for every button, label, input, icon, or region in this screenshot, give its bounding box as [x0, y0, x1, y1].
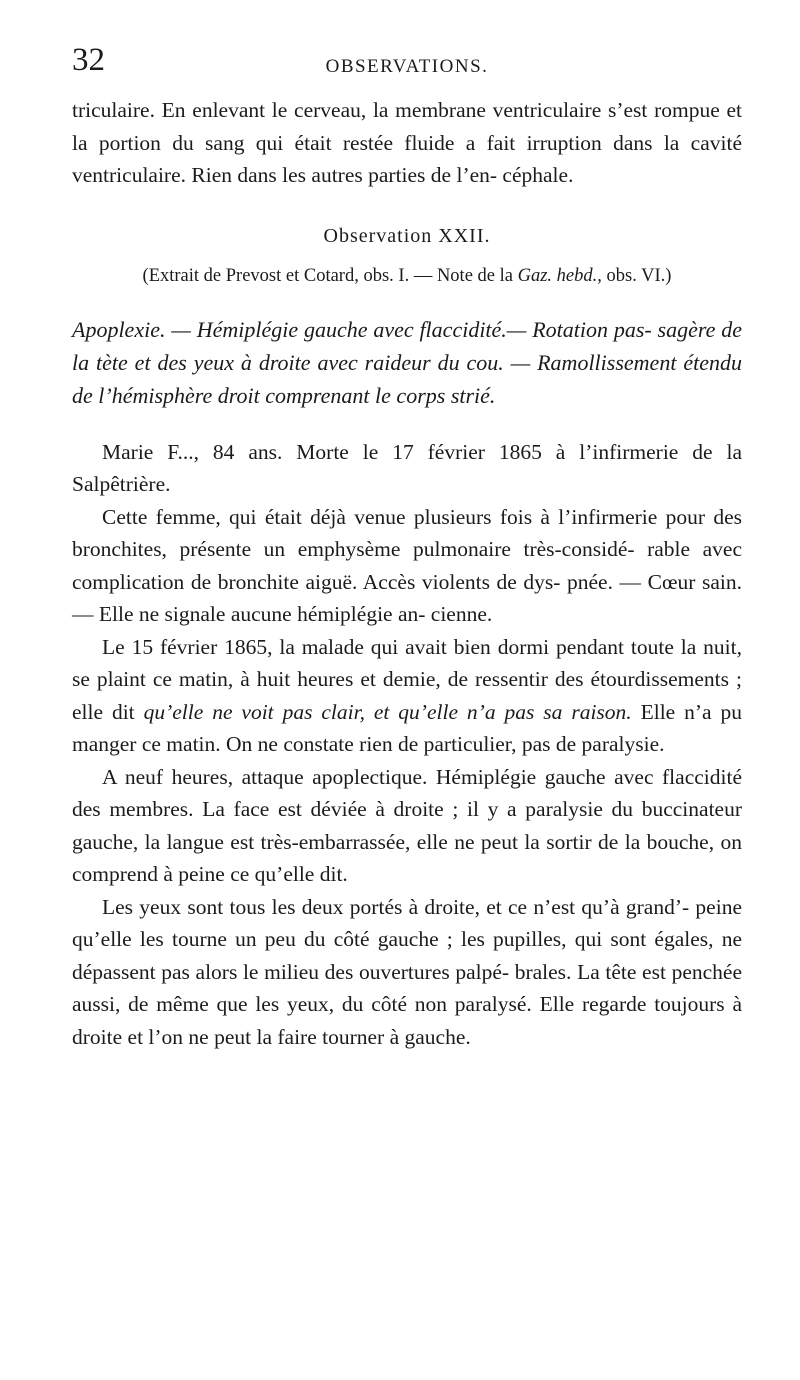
- source-journal: Gaz. hebd.: [517, 266, 598, 286]
- observation-title: Observation XXII.: [323, 224, 491, 247]
- page-number: 32: [72, 42, 105, 78]
- paragraph-onset: [72, 631, 742, 761]
- source-text-after: , obs. VI.): [597, 266, 672, 286]
- patient-quote: qu’elle ne voit pas clair, et qu’elle n’a pas sa raison.: [143, 699, 632, 724]
- page-header: [72, 42, 742, 82]
- running-title: OBSERVATIONS.: [325, 56, 489, 77]
- onset-text: Le 15 février 1865, la malade qui avait bien dormi pendant toute la nuit, se plaint ce matin, à huit heures et demie, de ressentir des étourdissements ; elle dit: [72, 634, 742, 724]
- paragraph-history: Cette femme, qui était déjà venue plusieurs fois à l’infirmerie pour des bronchites, présente un emphysème pulmonaire très-considé- rable avec complication de bronchite aiguë. Accès violents de dys- pnée. — Cœur sain. — Elle ne signale aucune hémiplégie an- cienne.: [72, 504, 742, 626]
- page-body: [72, 94, 742, 1053]
- continued-paragraph: triculaire. En enlevant le cerveau, la membrane ventriculaire s’est rompue et la portion du sang qui était restée fluide a fait irruption dans la cavité ventriculaire. Rien dans les autres parties de l’en- céphale.: [72, 98, 742, 187]
- observation-summary: Apoplexie. — Hémiplégie gauche avec flaccidité.— Rotation pas- sagère de la tète et des yeux à droite avec raideur du cou. — Ramollissement étendu de l’hémisphère droit comprenant le corps strié.: [72, 316, 742, 408]
- onset-text-continued: Elle n’a pu manger ce matin. On ne constate rien de particulier, pas de paralysie.: [72, 699, 743, 756]
- observation-source: [72, 260, 742, 293]
- paragraph-attack: A neuf heures, attaque apoplectique. Hémiplégie gauche avec flaccidité des membres. La face est déviée à droite ; il y a paralysie du buccinateur gauche, la langue est très-embarrassée, elle ne peut la sortir de la bouche, on comprend à peine ce qu’elle dit.: [72, 764, 742, 886]
- paragraph-eyes: Les yeux sont tous les deux portés à droite, et ce n’est qu’à grand’- peine qu’elle les tourne un peu du côté gauche ; les pupilles, qui sont égales, ne dépassent pas alors le milieu des ouvertures palpé- brales. La tête est penchée aussi, de même que les yeux, du côté non paralysé. Elle regarde toujours à droite et l’on ne peut la faire tourner à gauche.: [72, 894, 742, 1049]
- source-text-before: (Extrait de Prevost et Cotard, obs. I. — Note de la: [142, 266, 513, 286]
- paragraph-patient: Marie F..., 84 ans. Morte le 17 février 1865 à l’infirmerie de la Salpêtrière.: [72, 439, 742, 496]
